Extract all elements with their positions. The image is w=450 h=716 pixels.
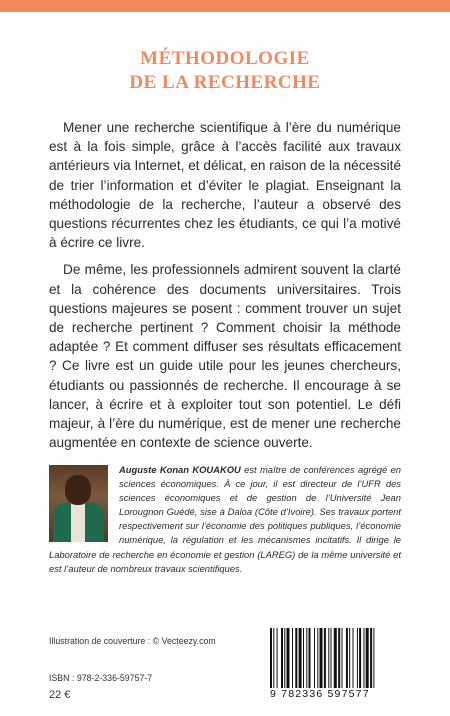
barcode-bar [346, 628, 348, 688]
barcode-bar [359, 628, 361, 688]
barcode-bar [370, 628, 372, 688]
barcode-bar [273, 628, 274, 688]
barcode-bar [281, 628, 283, 688]
barcode-bar [306, 628, 307, 688]
barcode-bar [366, 628, 369, 688]
barcode-bar [338, 628, 340, 688]
author-bio-text: est maître de conférences agrégé en sciences économiques. À ce jour, il est directeur de l’UFR des sciences économiques et de gestion de l’Université Jean Lorougnon Guédé, sise à Daloa (Côte d’Ivoire). Ses travaux portent respectivement sur l’économie des politiques publiques, l’économie numérique, la régulation et les mécanismes incitatifs. Il dirige le Laboratoire de recherche en économie et gestion (LAREG) de la même université et est l’auteur de nombreux travaux scientifiques. [49, 464, 401, 574]
barcode-bar [270, 628, 272, 688]
barcode-bar [324, 628, 326, 688]
barcode-bar [342, 628, 343, 688]
blurb [49, 118, 401, 452]
barcode-bar [287, 628, 290, 688]
author-bio [49, 463, 401, 576]
barcode-bar [309, 628, 311, 688]
barcode-bar [292, 628, 293, 688]
author-name: Auguste Konan KOUAKOU [119, 464, 241, 475]
barcode-bar [277, 628, 278, 688]
price: 22 € [49, 689, 71, 701]
barcode-bar [328, 628, 329, 688]
barcode [270, 628, 402, 688]
blurb-paragraph-2: De même, les professionnels admirent souvent la clarté et la cohérence des documents universitaires. Trois questions majeures se posent : comment trouver un sujet de recherche pertinent ? Comment choisir la méthode adaptée ? Et comment diffuser ses résultats efficacement ? Ce livre est un guide utile pour les jeunes chercheurs, étudiants ou passionnés de recherche. Il encourage à se lancer, à écrire et à exploiter tout son potentiel. Le défi majeur, à l’ère du numérique, est de mener une recherche augmentée en contexte de science ouverte. [49, 262, 401, 451]
title-line-2: DE LA RECHERCHE [129, 72, 321, 93]
top-color-band [0, 0, 450, 12]
barcode-bar [349, 628, 350, 688]
barcode-bar [334, 628, 337, 688]
barcode-bar [314, 628, 315, 688]
barcode-bar [357, 628, 358, 688]
title-line-1: MÉTHODOLOGIE [140, 48, 310, 69]
barcode-bar [320, 628, 323, 688]
barcode-bar [299, 628, 302, 688]
barcode-bar [373, 628, 374, 688]
barcode-bar [303, 628, 304, 688]
barcode-bar [284, 628, 285, 688]
barcode-bar [331, 628, 332, 688]
barcode-bar [295, 628, 297, 688]
barcode-bar [317, 628, 318, 688]
isbn: ISBN : 978-2-336-59757-7 [49, 673, 153, 683]
barcode-bar [364, 628, 365, 688]
cover-credit: Illustration de couverture : © Vecteezy.com [49, 636, 216, 646]
barcode-digits: 9 782336 597577 [270, 688, 370, 700]
barcode-bar [353, 628, 354, 688]
blurb-paragraph-1: Mener une recherche scientifique à l’ère du numérique est à la fois simple, grâce à l’accès facilité aux travaux antérieurs via Internet, et délicat, en raison de la nécessité de trier l’information et d’éviter le plagiat. Enseignant la méthodologie de la recherche, l’auteur a observé des questions récurrentes chez les étudiants, ce qui l’a motivé à écrire ce livre. [49, 120, 401, 251]
book-title [0, 47, 450, 95]
